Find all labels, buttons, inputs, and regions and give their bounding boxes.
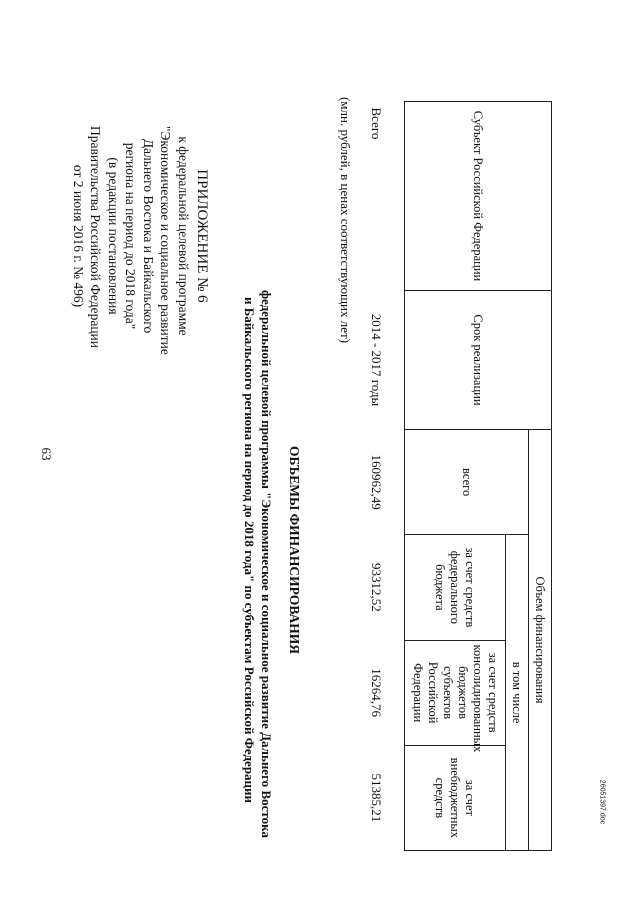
cell-term: 2014 - 2017 годы <box>369 313 384 407</box>
appendix-title: ПРИЛОЖЕНИЕ № 6 <box>193 169 210 303</box>
subtitle-line: и Байкальского региона на период до 2018 года" по субъектам Российской Федерации <box>242 296 258 804</box>
subtitle-line: федеральной целевой программы "Экономическое и социальное развитие Дальнего Востока <box>259 290 274 838</box>
table-row <box>367 102 405 851</box>
document-title: ОБЪЕМЫ ФИНАНСИРОВАНИЯ <box>287 445 302 655</box>
cell-federal: 93312,52 <box>369 563 384 612</box>
appendix-header <box>69 126 211 355</box>
appendix-line: региона на период до 2018 года" <box>123 142 139 330</box>
cell-subject: Всего <box>369 107 384 140</box>
header-term: Срок реализации <box>405 291 552 430</box>
units-note: (млн. рублей, в ценах соответствующих лет) <box>338 96 353 344</box>
header-federal: за счет средств федерального бюджета <box>405 535 506 640</box>
document-reference: 26051397.doc <box>598 779 606 825</box>
cell-extra: 51385,21 <box>369 773 384 823</box>
appendix-line: к федеральной целевой программе <box>175 136 191 336</box>
header-regional: за счет средств консолидированных бюджетов субъектов Российской Федерации <box>405 640 506 745</box>
cell-total: 160962,49 <box>369 454 384 510</box>
page-number: 63 <box>39 447 54 461</box>
appendix-line: Дальнего Востока и Байкальского <box>140 138 156 334</box>
header-extra: за счет внебюджетных средств <box>405 745 506 850</box>
cell-regional: 16264,76 <box>369 668 384 717</box>
header-including: в том числе <box>506 535 529 851</box>
financing-table <box>367 101 552 851</box>
document-subtitle <box>241 290 274 838</box>
header-subject: Субъект Российской Федерации <box>405 102 552 291</box>
appendix-line: Правительства Российской Федерации <box>88 126 104 348</box>
header-total: всего <box>405 430 529 535</box>
header-volume: Объем финансирования <box>529 430 552 851</box>
appendix-line: (в редакции постановления <box>105 157 121 315</box>
appendix-line: "Экономическое и социальное развитие <box>158 126 174 355</box>
document-title-block <box>241 290 303 838</box>
appendix-line: от 2 июня 2016 г. № 496) <box>70 164 86 308</box>
financing-table-wrap <box>352 101 552 851</box>
